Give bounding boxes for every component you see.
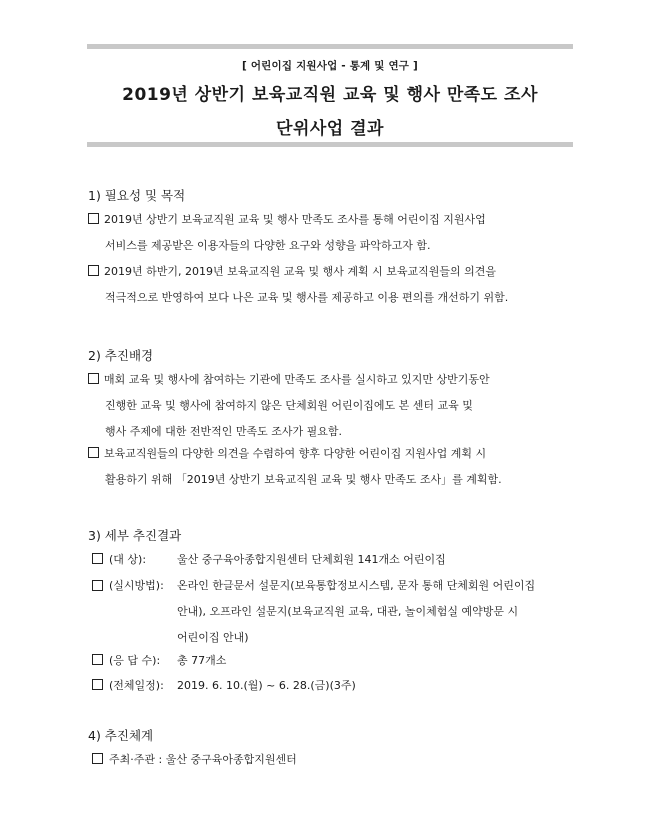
checkbox-icon <box>92 580 103 591</box>
checkbox-icon <box>92 753 103 764</box>
checkbox-icon <box>88 213 99 224</box>
checkbox-icon <box>88 373 99 384</box>
detail-method <box>92 573 582 651</box>
detail-responses-value: 총 77개소 <box>177 654 227 667</box>
detail-schedule-value: 2019. 6. 10.(월) ~ 6. 28.(금)(3주) <box>177 679 356 692</box>
document-title-line2: 단위사업 결과 <box>276 119 384 139</box>
detail-schedule <box>92 673 356 699</box>
section2-item-1 <box>88 367 578 445</box>
section1-item-2 <box>88 259 578 311</box>
section1-item-2-line2: 적극적으로 반영하여 보다 나은 교육 및 행사를 제공하고 이용 편의를 개선하기 위함. <box>105 291 509 304</box>
checkbox-icon <box>92 553 103 564</box>
section2-item-1-line2: 진행한 교육 및 행사에 참여하지 않은 단체회원 어린이집에도 본 센터 교육 및 <box>105 399 473 412</box>
checkbox-icon <box>88 447 99 458</box>
section4-heading: 4) 추진체계 <box>88 728 154 743</box>
section3-heading: 3) 세부 추진결과 <box>88 528 182 543</box>
section2-item-2-line2: 활용하기 위해 「2019년 상반기 보육교직원 교육 및 행사 만족도 조사」를 계획함. <box>105 473 502 486</box>
section1-item-1 <box>88 207 578 259</box>
detail-target <box>92 547 446 573</box>
section2-item-2 <box>88 441 578 493</box>
top-rule <box>87 44 573 49</box>
section4-item <box>92 747 297 773</box>
detail-schedule-label: (전체일정): <box>109 679 164 692</box>
checkbox-icon <box>92 679 103 690</box>
detail-method-label: (실시방법): <box>109 579 164 592</box>
section2-item-2-line1: 보육교직원들의 다양한 의견을 수렴하여 향후 다양한 어린이집 지원사업 계획 시 <box>104 447 487 460</box>
section1-heading: 1) 필요성 및 목적 <box>88 188 186 203</box>
checkbox-icon <box>92 654 103 665</box>
detail-responses-label: (응 답 수): <box>109 654 161 667</box>
detail-method-line3: 어린이집 안내) <box>177 631 249 644</box>
section1-item-1-line2: 서비스를 제공받은 이용자들의 다양한 요구와 성향을 파악하고자 함. <box>105 239 431 252</box>
document-title-line1: 2019년 상반기 보육교직원 교육 및 행사 만족도 조사 <box>122 85 538 105</box>
section1-item-2-line1: 2019년 하반기, 2019년 보육교직원 교육 및 행사 계획 시 보육교직원들의 의견을 <box>104 265 496 278</box>
checkbox-icon <box>88 265 99 276</box>
detail-method-line1: 온라인 한글문서 설문지(보육통합정보시스템, 문자 통해 단체회원 어린이집 <box>177 579 536 592</box>
document-kicker: [ 어린이집 지원사업 - 통계 및 연구 ] <box>241 60 418 72</box>
detail-target-value: 울산 중구육아종합지원센터 단체회원 141개소 어린이집 <box>177 553 446 566</box>
section2-heading: 2) 추진배경 <box>88 348 154 363</box>
section2-item-1-line1: 매회 교육 및 행사에 참여하는 기관에 만족도 조사를 실시하고 있지만 상반기동안 <box>104 373 490 386</box>
bottom-rule <box>87 142 573 147</box>
section1-item-1-line1: 2019년 상반기 보육교직원 교육 및 행사 만족도 조사를 통해 어린이집 지원사업 <box>104 213 486 226</box>
detail-method-line2: 안내), 오프라인 설문지(보육교직원 교육, 대관, 놀이체험실 예약방문 시 <box>177 605 519 618</box>
section2-item-1-line3: 행사 주제에 대한 전반적인 만족도 조사가 필요함. <box>105 425 342 438</box>
section4-item-text: 주최·주관 : 울산 중구육아종합지원센터 <box>109 753 297 766</box>
detail-responses <box>92 648 226 674</box>
detail-target-label: (대 상): <box>109 553 147 566</box>
